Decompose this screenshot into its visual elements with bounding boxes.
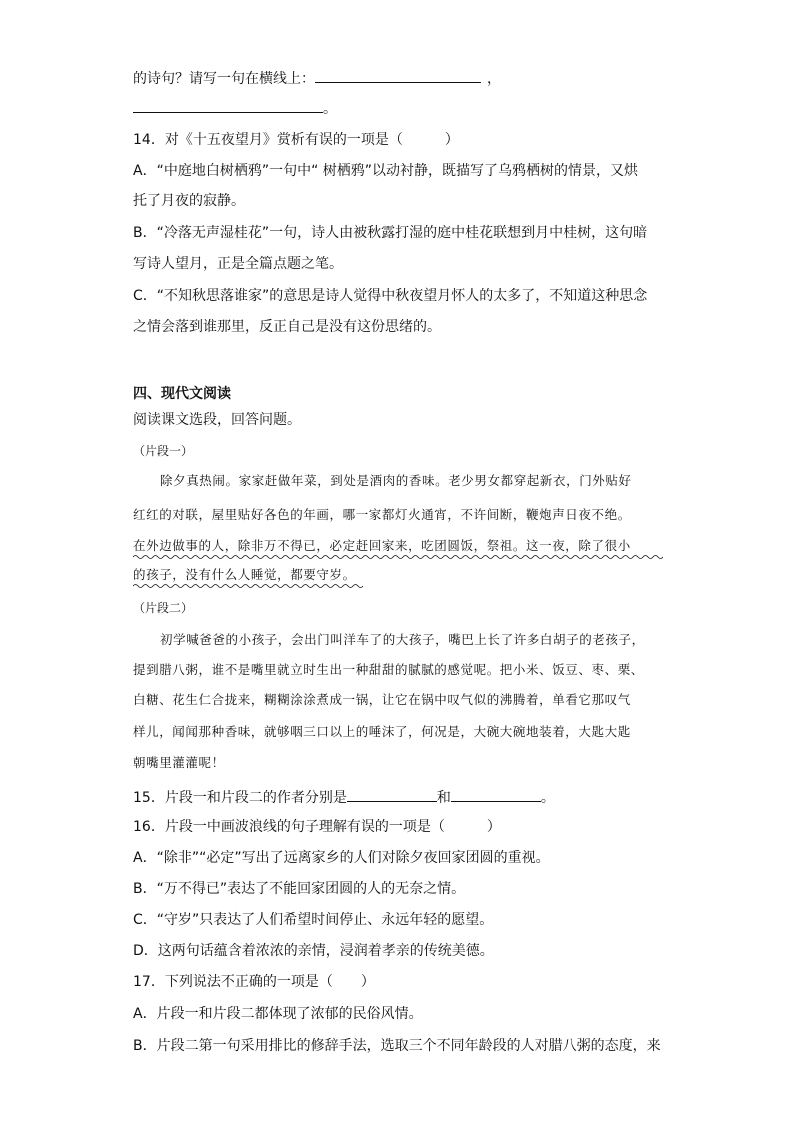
passage-2-line-3: 白糖、花生仁合拢来，糊糊涂涂煮成一锅，让它在锅中叹气似的沸腾着，单看它那叹气 [133, 692, 631, 707]
passage-2-line-2: 提到腊八粥，谁不是嘴里就立时生出一种甜甜的腻腻的感觉呢。把小米、饭豆、枣、栗、 [133, 662, 644, 677]
question-14-option-a: A．“中庭地白树栖鸦”一句中“ 树栖鸦”以动衬静，既描写了乌鸦栖树的情景，又烘 [133, 163, 639, 179]
fill-prompt: 的诗句？请写一句在横线上： [133, 71, 315, 87]
fill-comma: ， [487, 71, 501, 87]
question-16-option-a: A．“除非”“必定”写出了远离家乡的人们对除夕夜回家团圆的重视。 [133, 850, 550, 866]
section-4-title: 四、现代文阅读 [133, 386, 231, 402]
fill-period: 。 [323, 101, 337, 117]
section-4-instruction: 阅读课文选段，回答问题。 [133, 412, 301, 428]
passage-2-line-4: 样儿，闻闻那种香味，就够咽三口以上的唾沫了，何况是，大碗大碗地装着，大匙大匙 [133, 724, 631, 739]
question-15-prefix: 15．片段一和片段二的作者分别是 [133, 790, 347, 806]
passage-2-line-5: 朝嘴里灌灌呢！ [133, 755, 225, 770]
answer-blank-2[interactable] [133, 98, 323, 113]
question-17-option-a: A．片段一和片段二都体现了浓郁的民俗风情。 [133, 1006, 423, 1022]
passage-1-line-1: 除夕真热闹。家家赶做年菜，到处是酒肉的香味。老少男女都穿起新衣，门外贴好 [160, 473, 632, 488]
passage-1-label: （片段一） [133, 444, 194, 458]
passage-2-label: （片段二） [133, 601, 194, 615]
question-14-option-c: C．“不知秋思落谁家”的意思是诗人觉得中秋夜望月怀人的太多了，不知道这种思念 [133, 288, 648, 304]
fill-line-2 [133, 98, 337, 119]
answer-blank-1[interactable] [315, 68, 481, 83]
question-15 [133, 787, 555, 808]
passage-1-line-4: 的孩子，没有什么人睡觉，都要守岁。 [133, 567, 356, 582]
question-16-option-b: B．“万不得已”表达了不能回家团圆的人的无奈之情。 [133, 881, 466, 897]
question-14-stem: 14．对《十五夜望月》赏析有误的一项是（ ） [133, 132, 459, 148]
fill-line-1 [133, 68, 501, 89]
question-14-option-b-cont: 写诗人望月，正是全篇点题之笔。 [133, 256, 343, 272]
passage-1-line-2: 红红的对联，屋里贴好各色的年画，哪一家都灯火通宵，不许间断，鞭炮声日夜不绝。 [133, 507, 631, 522]
question-16-option-c: C．“守岁”只表达了人们希望时间停止、永远年轻的愿望。 [133, 912, 494, 928]
question-15-and: 和 [436, 790, 451, 806]
answer-blank-author-2[interactable] [451, 787, 541, 802]
question-14-option-a-cont: 托了月夜的寂静。 [133, 193, 245, 209]
question-17-option-b: B．片段二第一句采用排比的修辞手法，选取三个不同年龄段的人对腊八粥的态度，来 [133, 1038, 661, 1054]
question-16-stem: 16．片段一中画波浪线的句子理解有误的一项是（ ） [133, 819, 501, 835]
question-16-option-d: D．这两句话蕴含着浓浓的亲情，浸润着孝亲的传统美德。 [133, 943, 494, 959]
answer-blank-author-1[interactable] [347, 787, 437, 802]
question-15-end: 。 [540, 790, 555, 806]
question-17-stem: 17．下列说法不正确的一项是（ ） [133, 974, 375, 990]
question-14-option-b: B．“冷落无声湿桂花”一句，诗人由被秋露打湿的庭中桂花联想到月中桂树，这句暗 [133, 225, 648, 241]
passage-2-line-1: 初学喊爸爸的小孩子，会出门叫洋车了的大孩子，嘴巴上长了许多白胡子的老孩子， [160, 632, 645, 647]
question-14-option-c-cont: 之情会落到谁那里，反正自己是没有这份思绪的。 [133, 319, 441, 335]
passage-1-line-3: 在外边做事的人，除非万不得已，必定赶回家来，吃团圆饭，祭祖。这一夜，除了很小 [133, 538, 631, 553]
